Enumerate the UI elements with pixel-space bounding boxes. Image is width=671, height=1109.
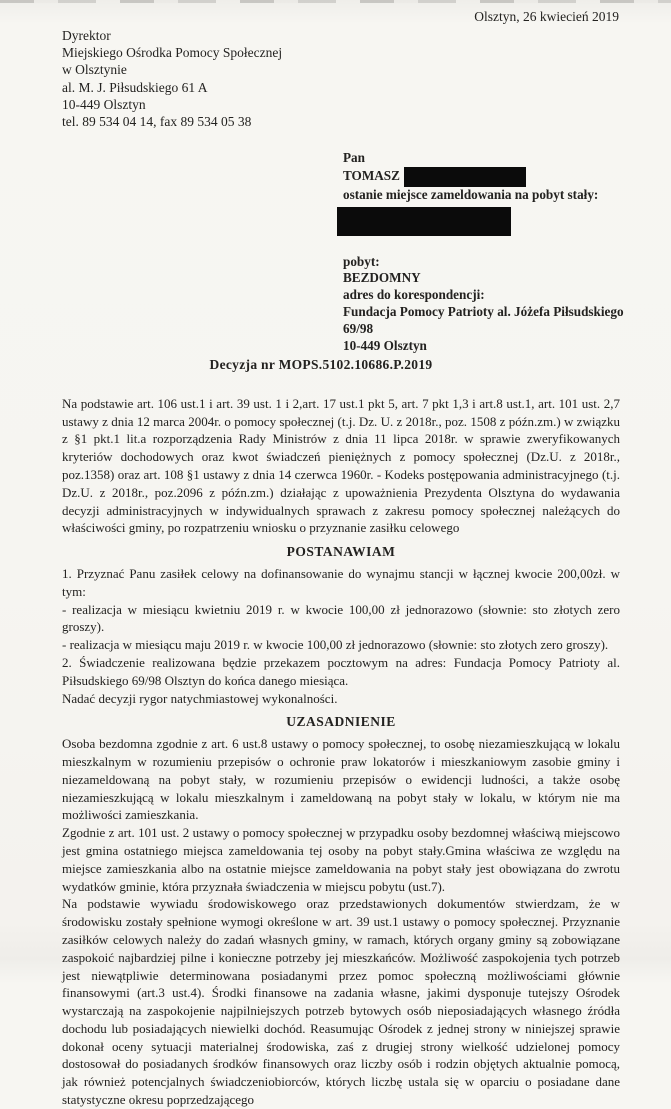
redaction-bar-address	[337, 207, 511, 236]
resolution-item: 1. Przyznać Panu zasiłek celowy na dofinansowanie do wynajmu stancji w łącznej kwocie 200,00zł. w tym:	[62, 565, 620, 599]
redaction-bar-surname	[404, 167, 526, 187]
recipient-correspondence-line: 69/98	[343, 320, 374, 336]
resolution-item: - realizacja w miesiącu maju 2019 r. w kwocie 100,00 zł jednorazowo (słownie: sto złotych zero groszy).	[62, 637, 609, 653]
recipient-first-name: TOMASZ	[343, 167, 400, 183]
justification-paragraph: Osoba bezdomna zgodnie z art. 6 ust.8 ustawy o pomocy społecznej, to osobę niezamieszkującą w lokalu mieszkalnym w rozumieniu przepisów o ochronie praw lokatorów i mieszkaniowym zasobie gminy i niezameldowaną na pobyt stały, w rozumieniu przepisów o ewidencji ludności, a także osobę niezamieszkującą w lokalu mieszkalnym i zameldowaną na pobyt stały w lokalu, w którym nie ma możliwości zamieszkania.	[62, 736, 620, 823]
justification-heading: UZASADNIENIE	[286, 714, 396, 730]
resolution-item: Nadać decyzji rygor natychmiastowej wykonalności.	[62, 690, 338, 706]
legal-basis-paragraph: Na podstawie art. 106 ust.1 i art. 39 ust. 1 i 2,art. 17 ust.1 pkt 5, art. 7 pkt 1,3 i art.8 ust.1, art. 101 ust. 2,7 ustawy z dnia 12 marca 2004r. o pomocy społecznej (t.j. Dz. U. z 2018r., poz. 1508 z późn.zm.) w związku z §1 pkt.1 lit.a rozporządzenia Rady Ministrów z dnia 11 lipca 2018r. w sprawie zweryfikowanych kryteriów dochodowych oraz kwot świadczeń pieniężnych z pomocy społecznej (Dz.U. z 2018r., poz.1358) oraz art. 108 §1 ustawy z dnia 14 czerwca 1960r. - Kodeks postępowania administracyjnego (t.j. Dz.U. z 2018r., poz.2096 z późn.zm.) działając z upoważnienia Prezydenta Olsztyna do wydawania decyzji administracyjnych w indywidualnych sprawach z zakresu pomocy społecznej należących do właściwości gminy, po rozpatrzeniu wniosku o przyznanie zasiłku celowego	[62, 395, 620, 536]
recipient-salutation: Pan	[343, 150, 365, 165]
scan-edge-artifact	[0, 0, 671, 3]
recipient-correspondence-line: 10-449 Olsztyn	[343, 337, 427, 353]
resolution-heading: POSTANAWIAM	[286, 544, 396, 560]
recipient-name-line	[343, 167, 635, 187]
sender-address-block	[62, 27, 282, 130]
sender-line: Miejskiego Ośrodka Pomocy Społecznej	[62, 45, 283, 61]
sender-line: al. M. J. Piłsudskiego 61 A	[62, 79, 208, 95]
resolution-item: 2. Świadczenie realizowana będzie przekazem pocztowym na adres: Fundacja Pomocy Patrioty al. Piłsudskiego 69/98 Olsztyn do końca danego miesiąca.	[62, 654, 620, 688]
sender-line: Dyrektor	[62, 28, 111, 43]
recipient-stay-label: pobyt:	[343, 253, 380, 269]
justification-paragraph: Zgodnie z art. 101 ust. 2 ustawy o pomocy społecznej w przypadku osoby bezdomnej właściwą miejscowo jest gmina ostatniego miejsca zameldowania tej osoby na pobyt stały.Gmina właściwa ze względu na miejsce zamieszkania albo na ostatnie miejsce zameldowania na pobyt stały jest obowiązana do zwrotu wydatków gminie, która przyznała świadczenia w miejscu pobytu (ust.7).	[62, 825, 620, 894]
recipient-correspondence-label: adres do korespondencji:	[343, 287, 485, 303]
sender-line: 10-449 Olsztyn	[62, 96, 146, 112]
spacer	[343, 245, 635, 254]
justification-paragraph: Na podstawie wywiadu środowiskowego oraz przedstawionych dokumentów stwierdzam, że w środowisku zostały spełnione wymogi określone w art. 39 ust.1 ustawy o pomocy społecznej. Przyznanie zasiłków celowych należy do zadań własnych gminy, w ramach, których organy gminy są zobowiązane zaspokoić najbardziej pilne i konieczne potrzeby jej mieszkańców. Możliwość zaspokojenia tych potrzeb jest niewątpliwie determinowana posiadanymi przez pomoc społeczną możliwościami głównie finansowymi (art.3 ust.4). Środki finansowe na zadania własne, jakimi dysponuje tutejszy Ośrodek wystarczają na zaspokojenie najpilniejszych potrzeb bytowych osób nieposiadających własnego źródła dochodu lub posiadających niewielki dochód. Reasumując Ośrodek z jednej strony w niniejszej sprawie dokonał oceny sytuacji materialnej środowiska, zaś z drugiej strony wielkość udzielonej pomocy dostosował do posiadanych środków finansowych oraz liczby osób i rodzin objętych aktualnie pomocą, jak również potencjalnych świadczeniobiorców, których liczbę ustala się w oparciu o posiadane dane statystyczne okresu poprzedzającego	[62, 896, 620, 1108]
resolution-items	[62, 565, 620, 707]
resolution-item: - realizacja w miesiącu kwietniu 2019 r. w kwocie 100,00 zł jednorazowo (słownie: sto złotych zero groszy).	[62, 601, 620, 635]
recipient-registration-label: ostanie miejsce zameldowania na pobyt stały:	[343, 186, 599, 202]
sender-line: tel. 89 534 04 14, fax 89 534 05 38	[62, 114, 252, 130]
decision-number-title: Decyzja nr MOPS.5102.10686.P.2019	[209, 357, 433, 372]
decision-body	[62, 356, 620, 1109]
date-line: Olsztyn, 26 kwiecień 2019	[474, 9, 619, 24]
recipient-address-block	[343, 150, 635, 354]
sender-line: w Olsztynie	[62, 62, 127, 78]
recipient-stay-value: BEZDOMNY	[343, 270, 421, 286]
recipient-correspondence-line: Fundacja Pomocy Patrioty al. Jóżefa Piłsudskiego	[343, 303, 624, 319]
